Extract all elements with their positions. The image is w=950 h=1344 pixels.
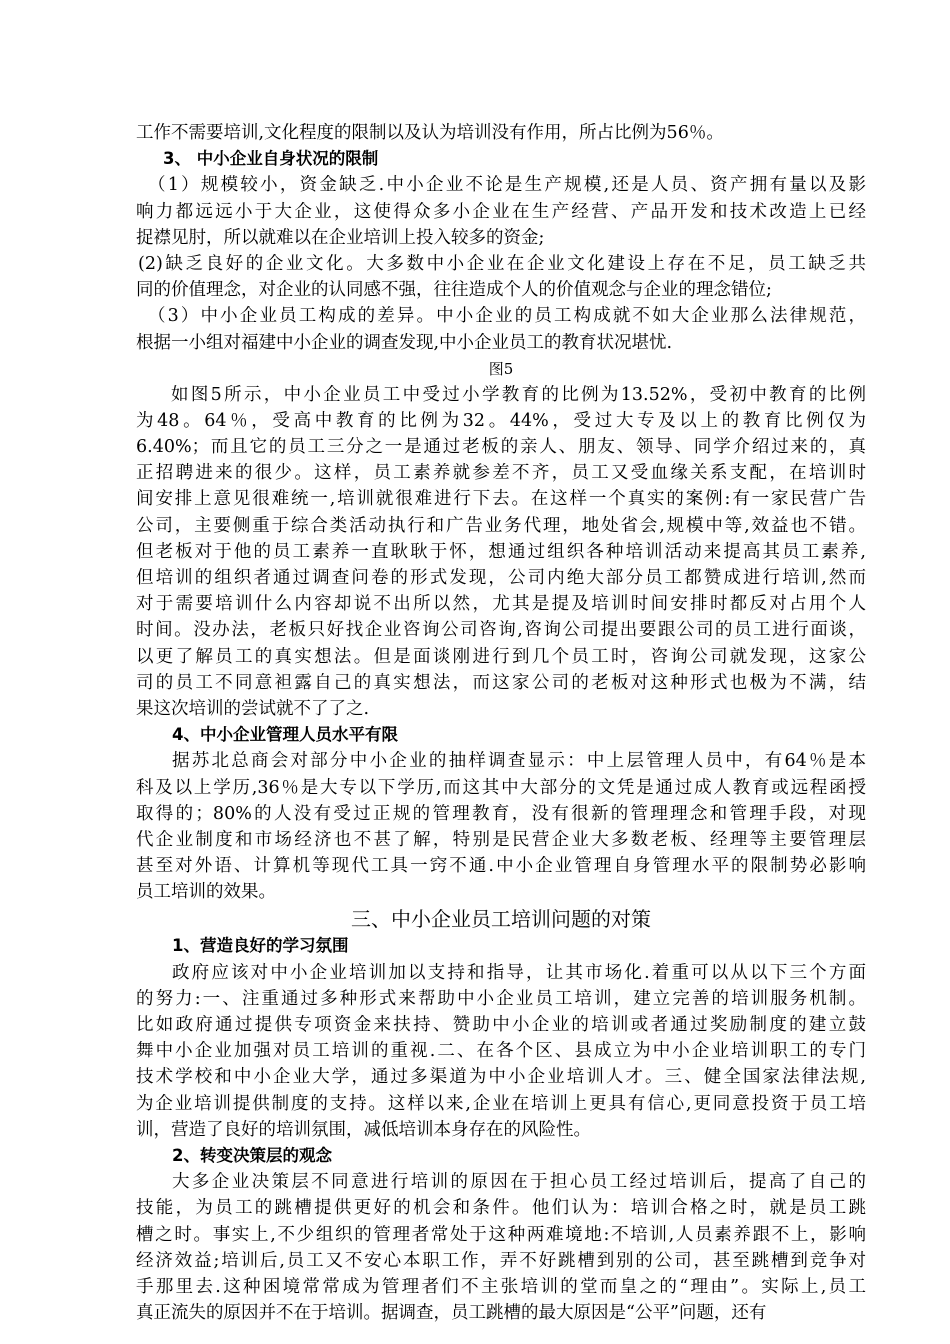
text-line: 对于需要培训什么内容却说不出所以然，尤其是提及培训时间安排时都反对占用个人	[136, 594, 866, 615]
figure-caption: 图5	[488, 359, 514, 378]
text-line: 司的员工不同意袒露自己的真实想法，而这家公司的老板对这种形式也极为不满，结	[136, 672, 866, 693]
text-line: 工作不需要培训,文化程度的限制以及认为培训没有作用，所占比例为56％。	[136, 123, 724, 143]
text-line: 经济效益;培训后,员工又不安心本职工作，弄不好跳槽到别的公司，甚至跳槽到竞争对	[136, 1250, 866, 1271]
subsection-heading: 1、营造良好的学习氛围	[172, 936, 349, 956]
document-page	[136, 120, 866, 1326]
paragraph	[136, 303, 866, 355]
text-line: （1）规模较小，资金缺乏.中小企业不论是生产规模,还是人员、资产拥有量以及影	[148, 175, 866, 196]
text-line: (2)缺乏良好的企业文化。大多数中小企业在企业文化建设上存在不足，员工缺乏共	[138, 253, 866, 274]
text-line: 公司，主要侧重于综合类活动执行和广告业务代理，地处省会,规模中等,效益也不错。	[136, 515, 866, 536]
text-line: 响力都远远小于大企业，这使得众多小企业在生产经营、产品开发和技术改造上已经	[136, 201, 866, 222]
text-line: （3）中小企业员工构成的差异。中小企业的员工构成就不如大企业那么法律规范，	[148, 306, 866, 327]
text-line: 政府应该对中小企业培训加以支持和指导，让其市场化.着重可以从以下三个方面	[172, 962, 866, 983]
subsection-heading: 4、中小企业管理人员水平有限	[172, 725, 398, 745]
text-line: 员工培训的效果。	[136, 882, 276, 903]
text-line: 代企业制度和市场经济也不甚了解，特别是民营企业大多数老板、经理等主要管理层	[136, 829, 866, 850]
text-line: 为企业培训提供制度的支持。这样以来,企业在培训上更具有信心,更同意投资于员工培	[136, 1093, 866, 1114]
text-line: 技术学校和中小企业大学，通过多渠道为中小企业培训人才。三、健全国家法律法规,	[136, 1067, 866, 1088]
text-line: 大多企业决策层不同意进行培训的原因在于担心员工经过培训后，提高了自己的	[172, 1172, 866, 1193]
paragraph	[136, 960, 866, 1143]
text-line: 为48。64％，受高中教育的比例为32。44%，受过大专及以上的教育比例仅为	[136, 410, 866, 431]
paragraph	[136, 251, 866, 303]
text-line: 舞中小企业加强对员工培训的重视.二、在各个区、县成立为中小企业培训职工的专门	[136, 1041, 866, 1062]
text-line: 但老板对于他的员工素养一直耿耿于怀，想通过组织各种培训活动来提高其员工素养,	[136, 541, 866, 562]
text-line: 间安排上意见很难统一,培训就很难进行下去。在这样一个真实的案例:有一家民营广告	[136, 489, 866, 510]
text-line: 同的价值理念，对企业的认同感不强，往往造成个人的价值观念与企业的理念错位;	[136, 280, 772, 301]
text-line: 但培训的组织者通过调查问卷的形式发现，公司内绝大部分员工都赞成进行培训,然而	[136, 568, 866, 588]
text-line: 捉襟见肘，所以就难以在企业培训上投入较多的资金;	[136, 227, 545, 248]
text-line: 的努力:一、注重通过多种形式来帮助中小企业员工培训，建立完善的培训服务机制。	[136, 988, 866, 1009]
paragraph	[136, 748, 866, 905]
text-line: 槽之时。事实上,不少组织的管理者常处于这种两难境地:不培训,人员素养跟不上，影响	[136, 1224, 866, 1245]
text-line: 根据一小组对福建中小企业的调查发现,中小企业员工的教育状况堪忧.	[136, 332, 673, 353]
paragraph	[136, 172, 866, 251]
text-line: 时间。没办法，老板只好找企业咨询公司咨询,咨询公司提出要跟公司的员工进行面谈，	[136, 620, 866, 641]
text-line: 比如政府通过提供专项资金来扶持、赞助中小企业的培训或者通过奖励制度的建立鼓	[136, 1015, 866, 1035]
text-line: 据苏北总商会对部分中小企业的抽样调查显示：中上层管理人员中，有64％是本	[172, 751, 866, 772]
text-line: 技能，为员工的跳槽提供更好的机会和条件。他们认为：培训合格之时，就是员工跳	[136, 1198, 866, 1219]
text-line: 果这次培训的尝试就不了了之.	[136, 698, 370, 719]
text-line: 取得的；80%的人没有受过正规的管理教育，没有很新的管理理念和管理手段，对现	[136, 803, 866, 824]
text-line: 如图5所示，中小企业员工中受过小学教育的比例为13.52%，受初中教育的比例	[171, 384, 866, 405]
text-line: 训，营造了良好的培训氛围，减低培训本身存在的风险性。	[136, 1119, 591, 1140]
text-line: 正招聘进来的很少。这样，员工素养就参差不齐，员工又受血缘关系支配，在培训时	[136, 463, 866, 484]
text-line: 6.40%；而且它的员工三分之一是通过老板的亲人、朋友、领导、同学介绍过来的，真	[136, 437, 866, 458]
text-line: 科及以上学历,36％是大专以下学历,而这其中大部分的文凭是通过成人教育或远程函授	[136, 777, 866, 798]
paragraph	[136, 120, 866, 146]
text-line: 真正流失的原因并不在于培训。据调查，员工跳槽的最大原因是“公平”问题，还有	[136, 1303, 767, 1324]
subsection-heading: 2、转变决策层的观念	[172, 1145, 332, 1165]
subsection-heading: 3、 中小企业自身状况的限制	[163, 149, 379, 169]
text-line: 甚至对外语、计算机等现代工具一窍不通.中小企业管理自身管理水平的限制势必影响	[136, 856, 866, 877]
paragraph	[136, 382, 866, 722]
section-title: 三、中小企业员工培训问题的对策	[351, 907, 651, 932]
text-line: 手那里去.这种困境常常成为管理者们不主张培训的堂而皇之的“理由”。实际上,员工	[136, 1276, 866, 1297]
paragraph	[136, 1169, 866, 1326]
text-line: 以更了解员工的真实想法。但是面谈刚进行到几个员工时，咨询公司就发现，这家公	[136, 646, 866, 667]
